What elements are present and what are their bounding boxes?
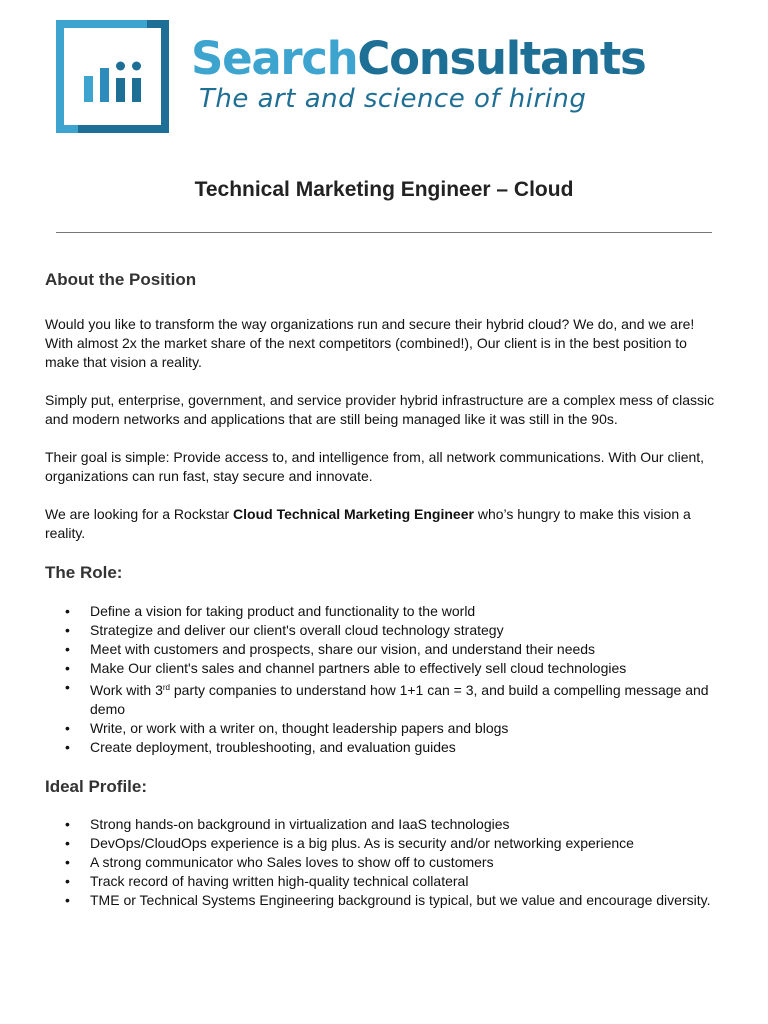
bullet-icon: • — [65, 602, 70, 619]
list-item — [45, 659, 725, 678]
list-item-text: A strong communicator who Sales loves to show off to customers — [90, 854, 494, 871]
list-item-text: TME or Technical Systems Engineering background is typical, but we value and encourage diversity. — [90, 892, 711, 909]
bullet-icon: • — [65, 816, 70, 833]
list-item — [45, 872, 725, 891]
bullet-icon: • — [65, 835, 70, 852]
bar-chart-logo-icon — [56, 20, 169, 133]
about-paragraph-1: Would you like to transform the way organizations run and secure their hybrid cloud? We do, and we are! With almost 2x the market share of the next competitors (combined!), Our client is in the best position to make that vision a reality. — [45, 316, 695, 371]
list-item — [45, 640, 725, 659]
bullet-icon: • — [65, 854, 70, 871]
role-heading: The Role: — [45, 563, 123, 583]
about-paragraph-4 — [45, 505, 725, 543]
job-description — [45, 270, 725, 910]
job-title: Technical Marketing Engineer – Cloud — [194, 178, 574, 201]
bullet-icon: • — [65, 678, 70, 695]
list-item — [45, 678, 725, 719]
bullet-icon: • — [65, 873, 70, 890]
list-item-text: Create deployment, troubleshooting, and evaluation guides — [90, 738, 456, 755]
about-p4-text-pre: We are looking for a Rockstar — [45, 506, 234, 523]
brand-name-part2: Consultants — [357, 32, 646, 85]
bullet-icon: • — [65, 640, 70, 657]
bullet-icon: • — [65, 659, 70, 676]
bullet-icon: • — [65, 719, 70, 736]
bullet-icon: • — [65, 621, 70, 638]
title-divider — [56, 232, 712, 233]
list-item — [45, 738, 725, 757]
profile-heading: Ideal Profile: — [45, 776, 148, 796]
list-item-text: Make Our client's sales and channel partners able to effectively sell cloud technologies — [90, 659, 627, 676]
brand-name-part1: Search — [191, 32, 358, 85]
list-item-text — [90, 682, 709, 717]
about-p4-role-name: Cloud Technical Marketing Engineer — [233, 506, 474, 523]
bullet-icon: • — [65, 738, 70, 755]
profile-list — [45, 815, 725, 910]
list-item — [45, 834, 725, 853]
list-item — [45, 621, 725, 640]
list-item — [45, 719, 725, 738]
list-item-text: Strong hands-on background in virtualization and IaaS technologies — [90, 816, 510, 833]
list-item-text-pre: Work with 3 — [90, 681, 163, 698]
brand-name — [191, 32, 646, 85]
about-paragraph-3: Their goal is simple: Provide access to, and intelligence from, all network communications. With Our client, organizations can run fast, stay secure and innovate. — [45, 449, 705, 485]
list-item-text: Strategize and deliver our client's overall cloud technology strategy — [90, 621, 504, 638]
list-item-text: Track record of having written high-quality technical collateral — [90, 873, 469, 890]
list-item-text: Meet with customers and prospects, share our vision, and understand their needs — [90, 640, 596, 657]
list-item — [45, 602, 725, 621]
list-item — [45, 853, 725, 872]
about-p4-text-post: who’s hungry to make this vision a reality. — [45, 506, 691, 542]
brand-tagline: The art and science of hiring — [199, 84, 587, 114]
about-paragraph-2: Simply put, enterprise, government, and service provider hybrid infrastructure are a complex mess of classic and modern networks and applications that are still being managed like it was still in the 90s. — [45, 392, 715, 428]
list-item — [45, 891, 725, 910]
about-heading: About the Position — [45, 270, 197, 289]
list-item-text: Write, or work with a writer on, thought leadership papers and blogs — [90, 719, 509, 736]
list-item — [45, 815, 725, 834]
list-item-text-post: party companies to understand how 1+1 can = 3, and build a compelling message and demo — [90, 681, 709, 717]
ordinal-suffix: rd — [162, 682, 170, 692]
role-list — [45, 602, 725, 757]
company-logo — [56, 20, 716, 138]
bullet-icon: • — [65, 892, 70, 909]
list-item-text: Define a vision for taking product and functionality to the world — [90, 602, 476, 619]
list-item-text: DevOps/CloudOps experience is a big plus. As is security and/or networking experience — [90, 835, 634, 852]
